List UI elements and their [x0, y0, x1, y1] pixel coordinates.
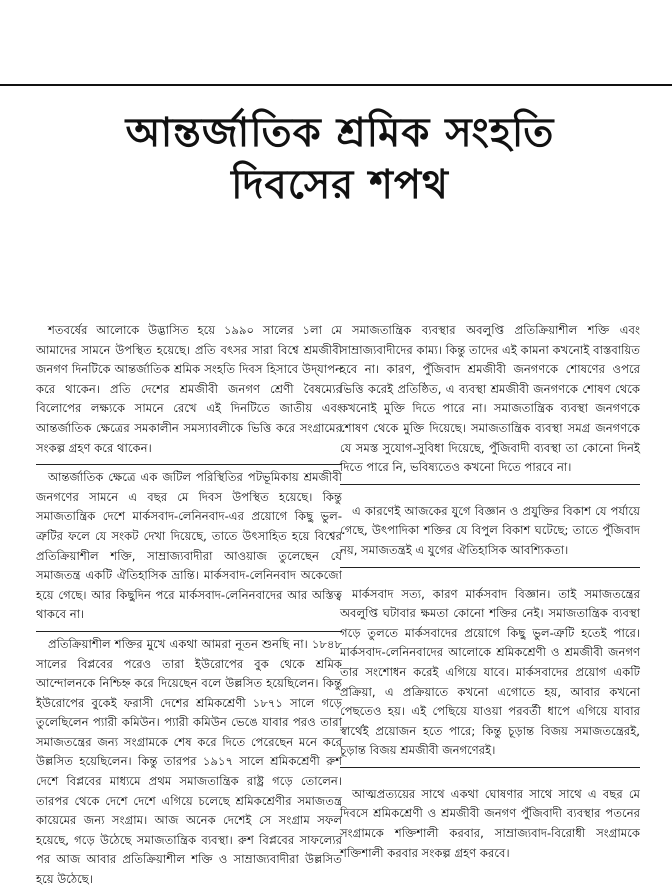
title-line-2: দিবসের শপথ	[231, 161, 449, 208]
right-paragraph-1: সমাজতান্ত্রিক ব্যবস্থার অবলুপ্তি প্রতিক্রিয়াশীল শক্তি এবং সাম্রাজ্যবাদীদের কাম্য। কিন্তু তাদের এই কামনা কখনোই বাস্তবায়িত হবে না। কারণ, পুঁজিবাদ শ্রমজীবী জনগণকে শোষণের ওপরে ভিত্তি করেই প্রতিষ্ঠিত, এ ব্যবস্থা শ্রমজীবী জনগণকে শোষণ থেকে কখনোই মুক্তি দিতে পারে না। সমাজতান্ত্রিক ব্যবস্থা জনগণকে শোষণ থেকে মুক্তি দিয়েছে। সমাজতান্ত্রিক ব্যবস্থা সমগ্র জনগণকে যে সমস্ত সুযোগ-সুবিধা দিয়েছে, পুঁজিবাদী ব্যবস্থা তা কোনো দিনই দিতে পারে নি, ভবিষ্যতেও কখনো দিতে পারবে না।	[340, 318, 640, 485]
right-paragraph-3: মার্কসবাদ সত্য, কারণ মার্কসবাদ বিজ্ঞান। তাই সমাজতন্ত্রের অবলুপ্তি ঘটাবার ক্ষমতা কোনো শক্তির নেই। সমাজতান্ত্রিক ব্যবস্থা গড়ে তুলতে মার্কসবাদের প্রয়োগে কিছু ভুল-ত্রুটি হতেই পারে। মার্কসবাদ-লেনিনবাদের আলোকে শ্রমিকশ্রেণী ও শ্রমজীবী জনগণ তার সংশোধন করেই এগিয়ে যাবে। মার্কসবাদের প্রয়োগ একটি প্রক্রিয়া, এ প্রক্রিয়াতে কখনো এগোতে হয়, আবার কখনো পেছতেও হয়। এই পেছিয়ে যাওয়া পরবর্তী ধাপে এগিয়ে যাবার স্বার্থেই প্রয়োজন হতে পারে; কিন্তু চূড়ান্ত বিজয় সমাজতন্ত্রেরই, চূড়ান্ত বিজয় শ্রমজীবী জনগণেরই।	[340, 582, 640, 768]
right-paragraph-4: আত্মপ্রত্যয়ের সাথে একথা ঘোষণার সাথে সাথে এ বছর মে দিবসে শ্রমিকশ্রেণী ও শ্রমজীবী জনগণ পুঁজিবাদী ব্যবস্থার পতনের সংগ্রামকে শক্তিশালী করবার, সাম্রাজ্যবাদ-বিরোধী সংগ্রামকে শক্তিশালী করবার সংকল্প গ্রহণ করবে।	[340, 786, 640, 860]
left-paragraph-1: শতবর্ষের আলোকে উদ্ভাসিত হয়ে ১৯৯০ সালের ১লা মে আমাদের সামনে উপস্থিত হয়েছে। প্রতি বৎসর সারা বিশ্বে শ্রমজীবী জনগণ দিনটিকে আন্তর্জাতিক শ্রমিক সংহতি দিবস হিসাবে উদ্‌যাপন করে থাকেন। প্রতি দেশের শ্রমজীবী জনগণ শ্রেণী বৈষম্যের বিলোপের লক্ষ্যকে সামনে রেখে এই দিনটিতে জাতীয় এবং আন্তর্জাতিক ক্ষেত্রের সমকালীন সমস্যাবলীকে ভিত্তি করে সংগ্রামের সংকল্প গ্রহণ করে থাকেন।	[36, 318, 342, 465]
left-paragraph-3: প্রতিক্রিয়াশীল শক্তির মুখে একথা আমরা নূতন শুনছি না। ১৮৪৮ সালের বিপ্লবের পরেও তারা ইউরোপের বুক থেকে শ্রমিক আন্দোলনকে নিশ্চিহ্ন করে দিয়েছেন বলে উল্লসিত হয়েছিলেন। কিন্তু ইউরোপের বুকেই ফরাসী দেশের শ্রমিকশ্রেণী ১৮৭১ সালে গড়ে তুলেছিলেন প্যারী কমিউন। প্যারী কমিউন ভেঙে যাবার পরও তারা সমাজতন্ত্রের জন্য সংগ্রামকে শেষ করে দিতে পেরেছেন মনে করে উল্লসিত হয়েছিলেন। কিন্তু তারপর ১৯১৭ সালে শ্রমিকশ্রেণী রুশ দেশে বিপ্লবের মাধ্যমে প্রথম সমাজতান্ত্রিক রাষ্ট্র গড়ে তোলেন। তারপর থেকে দেশে দেশে এগিয়ে চলেছে শ্রমিকশ্রেণীর সমাজতন্ত্র কায়েমের জন্য সংগ্রাম। আজ অনেক দেশেই সে সংগ্রাম সফল হয়েছে, গড়ে উঠেছে সমাজতান্ত্রিক ব্যবস্থা। রুশ বিপ্লবের সাফল্যের পর আজ আবার প্রতিক্রিয়াশীল শক্তি ও সাম্রাজ্যবাদীরা উল্লসিত হয়ে উঠেছে।	[36, 636, 342, 887]
top-rule	[0, 84, 672, 86]
left-column	[36, 318, 342, 896]
right-column	[340, 318, 640, 869]
title-line-1: আন্তর্জাতিক শ্রমিক সংহতি	[125, 109, 555, 156]
left-paragraph-2: আন্তর্জাতিক ক্ষেত্রে এক জটিল পরিস্থিতির পটভূমিকায় শ্রমজীবী জনগণের সামনে এ বছর মে দিবস উপস্থিত হয়েছে। কিন্তু সমাজতান্ত্রিক দেশে মার্কসবাদ-লেনিনবাদ-এর প্রয়োগে কিছু ভুল-ত্রুটির ফলে যে সংকট দেখা দিয়েছে, তাতে উৎসাহিত হয়ে বিশ্বের প্রতিক্রিয়াশীল শক্তি, সাম্রাজ্যবাদীরা আওয়াজ তুলেছেন যে সমাজতন্ত্র একটি ঐতিহাসিক ভ্রান্তি। মার্কসবাদ-লেনিনবাদ অকেজো হয়ে গেছে। আর কিছুদিন পরে মার্কসবাদ-লেনিনবাদের আর অস্তিত্ব থাকবে না।	[36, 465, 342, 632]
right-paragraph-2: এ কারণেই আজকের যুগে বিজ্ঞান ও প্রযুক্তির বিকাশ যে পর্যায়ে গেছে, উৎপাদিকা শক্তির যে বিপুল বিকাশ ঘটেছে; তাতে পুঁজিবাদ নয়, সমাজতন্ত্রই এ যুগের ঐতিহাসিক আবশ্যিকতা।	[340, 499, 640, 568]
page-title	[60, 110, 620, 208]
